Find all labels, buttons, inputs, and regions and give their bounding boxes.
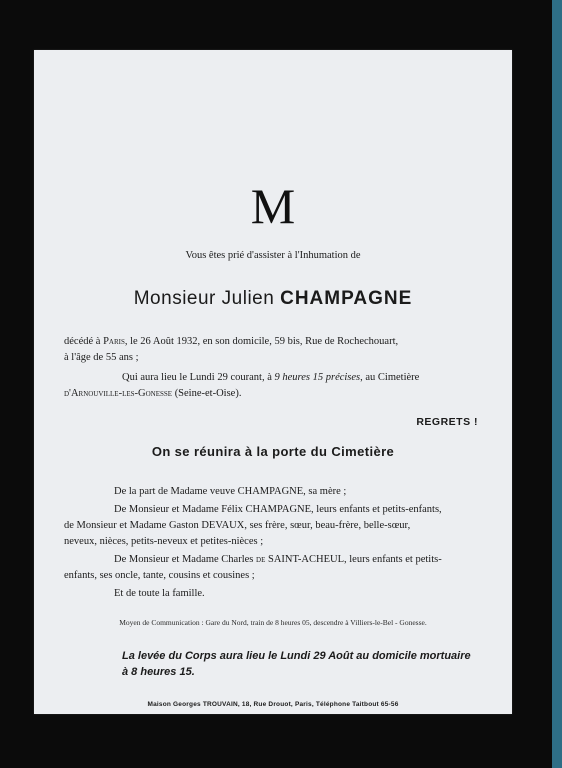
family-line-5-particle: de xyxy=(256,554,266,565)
death-details-line-2: à l'âge de 55 ans ; xyxy=(64,352,139,363)
name-prefix: Monsieur Julien xyxy=(133,288,275,309)
levee-line-2: à 8 heures 15. xyxy=(122,666,195,678)
meeting-point: On se réunira à la porte du Cimetière xyxy=(151,444,395,459)
family-line-4: neveux, nièces, petits-neveux et petites-nièces ; xyxy=(64,536,264,547)
ceremony-line-1 xyxy=(122,372,419,383)
family-line-2: De Monsieur et Madame Félix CHAMPAGNE, leurs enfants et petits-enfants, xyxy=(114,504,442,515)
death-details-a: décédé à xyxy=(64,336,104,347)
funeral-notice-card xyxy=(34,50,512,714)
death-city: Paris xyxy=(103,336,125,347)
family-line-1: De la part de Madame veuve CHAMPAGNE, sa mère ; xyxy=(114,486,347,497)
ceremony-a: Qui aura lieu le Lundi 29 courant, à xyxy=(122,372,275,383)
cemetery-region: (Seine-et-Oise). xyxy=(172,388,242,399)
transport-info: Moyen de Communication : Gare du Nord, train de 8 heures 05, descendre à Villiers-le-Bel - Gonesse. xyxy=(119,618,427,627)
ceremony-line-2 xyxy=(64,388,241,399)
printer-imprint: Maison Georges TROUVAIN, 18, Rue Drouot, Paris, Téléphone Taitbout 65-56 xyxy=(147,701,399,708)
death-details-b: , le 26 Août 1932, en son domicile, 59 bis, Rue de Rochechouart, xyxy=(124,336,399,347)
name-surname: CHAMPAGNE xyxy=(280,288,413,309)
levee-line-1: La levée du Corps aura lieu le Lundi 29 Août au domicile mortuaire xyxy=(122,650,471,662)
invitation-text: Vous êtes prié d'assister à l'Inhumation de xyxy=(185,250,361,261)
background-edge xyxy=(552,0,562,768)
family-line-6: enfants, ses oncle, tante, cousins et cousines ; xyxy=(64,570,255,581)
family-line-7: Et de toute la famille. xyxy=(114,588,205,599)
regrets-text: REGRETS ! xyxy=(416,416,478,428)
family-line-5-a: De Monsieur et Madame Charles xyxy=(114,554,257,565)
deceased-name xyxy=(34,288,512,310)
ceremony-b: , au Cimetière xyxy=(360,372,420,383)
family-line-3: de Monsieur et Madame Gaston DEVAUX, ses frère, sœur, beau-frère, belle-sœur, xyxy=(64,520,411,531)
cemetery-name: d'Arnouville-les-Gonesse xyxy=(64,388,173,399)
family-line-5 xyxy=(114,554,442,565)
ceremony-time: 9 heures 15 précises xyxy=(274,372,361,383)
initial-letter: M xyxy=(250,178,296,234)
family-line-5-b: SAINT-ACHEUL, leurs enfants et petits- xyxy=(265,554,442,565)
death-details-line-1 xyxy=(64,336,398,347)
